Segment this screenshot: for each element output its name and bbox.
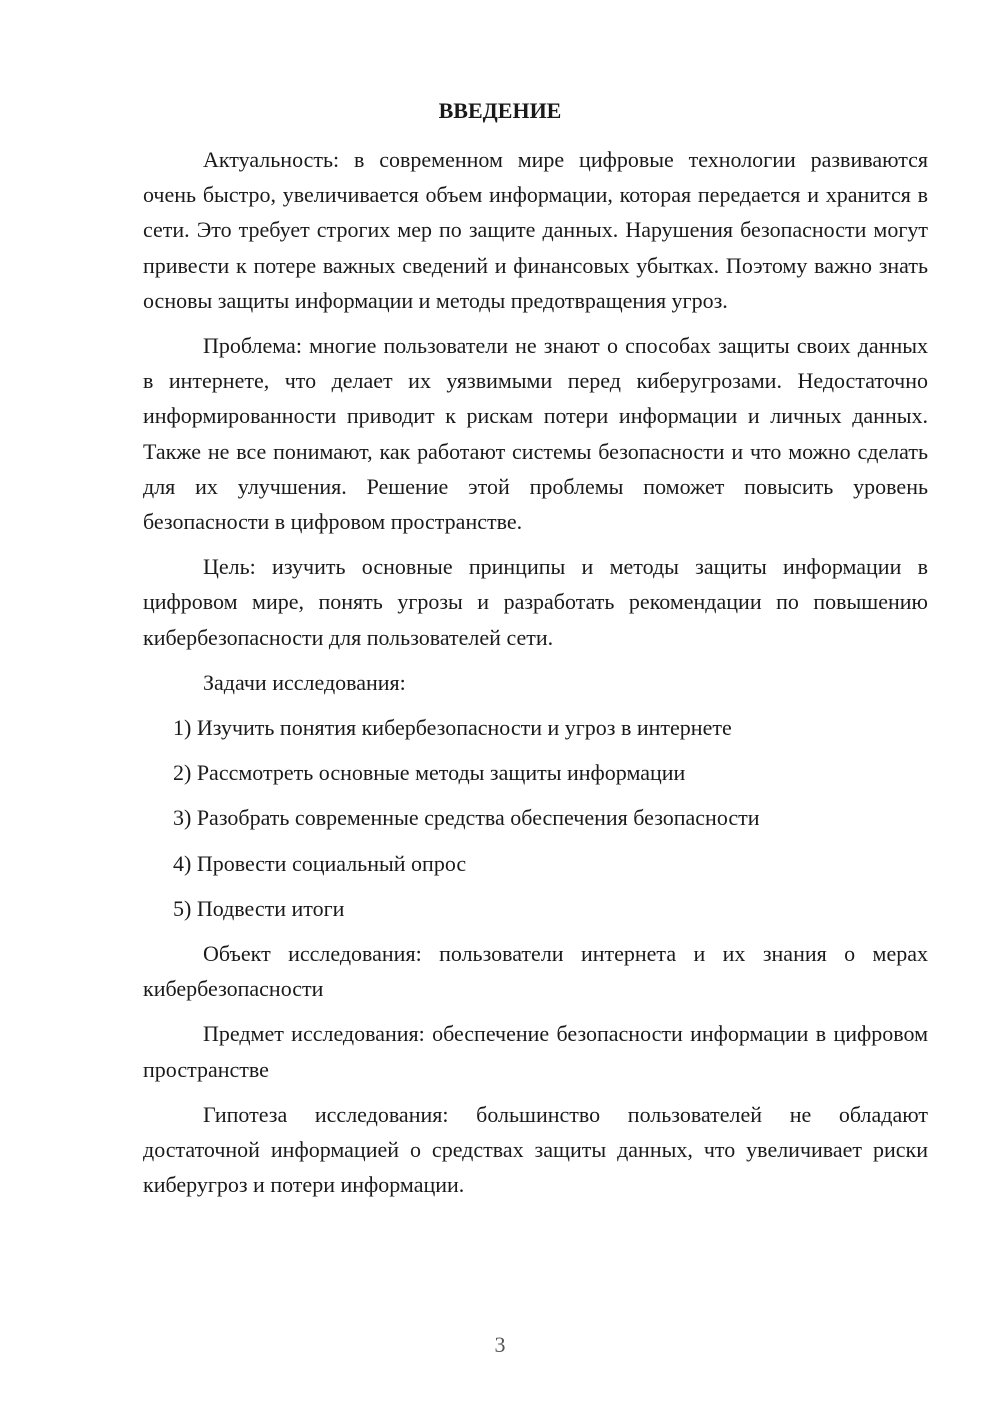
task-item: 3) Разобрать современные средства обеспечения безопасности [173, 805, 760, 831]
tasks-heading: Задачи исследования: [203, 669, 406, 695]
page-number: 3 [494, 1332, 506, 1357]
task-item: 1) Изучить понятия кибербезопасности и угроз в интернете [173, 715, 732, 741]
object-paragraph: Объект исследования: пользователи интернета и их знания о мерах кибербезопасности [143, 941, 928, 1002]
tasks-list [143, 710, 928, 926]
hypothesis-paragraph: Гипотеза исследования: большинство пользователей не обладают достаточной информацией о средствах защиты данных, что увеличивает риски киберугроз и потери информации. [143, 1101, 928, 1198]
task-item: 4) Провести социальный опрос [173, 850, 467, 876]
subject-paragraph: Предмет исследования: обеспечение безопасности информации в цифровом пространстве [143, 1021, 928, 1082]
task-item: 2) Рассмотреть основные методы защиты информации [173, 760, 686, 786]
problem-paragraph: Проблема: многие пользователи не знают о способах защиты своих данных в интернете, что делает их уязвимыми перед киберугрозами. Недостаточно информированности приводит к рискам потери информации и личных данных. Также не все понимают, как работают системы безопасности и что можно сделать для их улучшения. Решение этой проблемы поможет повысить уровень безопасности в цифровом пространстве. [143, 333, 928, 535]
task-item: 5) Подвести итоги [173, 895, 345, 921]
relevance-paragraph: Актуальность: в современном мире цифровые технологии развиваются очень быстро, увеличивается объем информации, которая передается и хранится в сети. Это требует строгих мер по защите данных. Нарушения безопасности могут привести к потере важных сведений и финансовых убытках. Поэтому важно знать основы защиты информации и методы предотвращения угроз. [143, 147, 928, 313]
document-body [143, 142, 928, 1212]
page-title: ВВЕДЕНИЕ [438, 98, 562, 123]
goal-paragraph: Цель: изучить основные принципы и методы защиты информации в цифровом мире, понять угрозы и разработать рекомендации по повышению кибербезопасности для пользователей сети. [143, 554, 928, 650]
